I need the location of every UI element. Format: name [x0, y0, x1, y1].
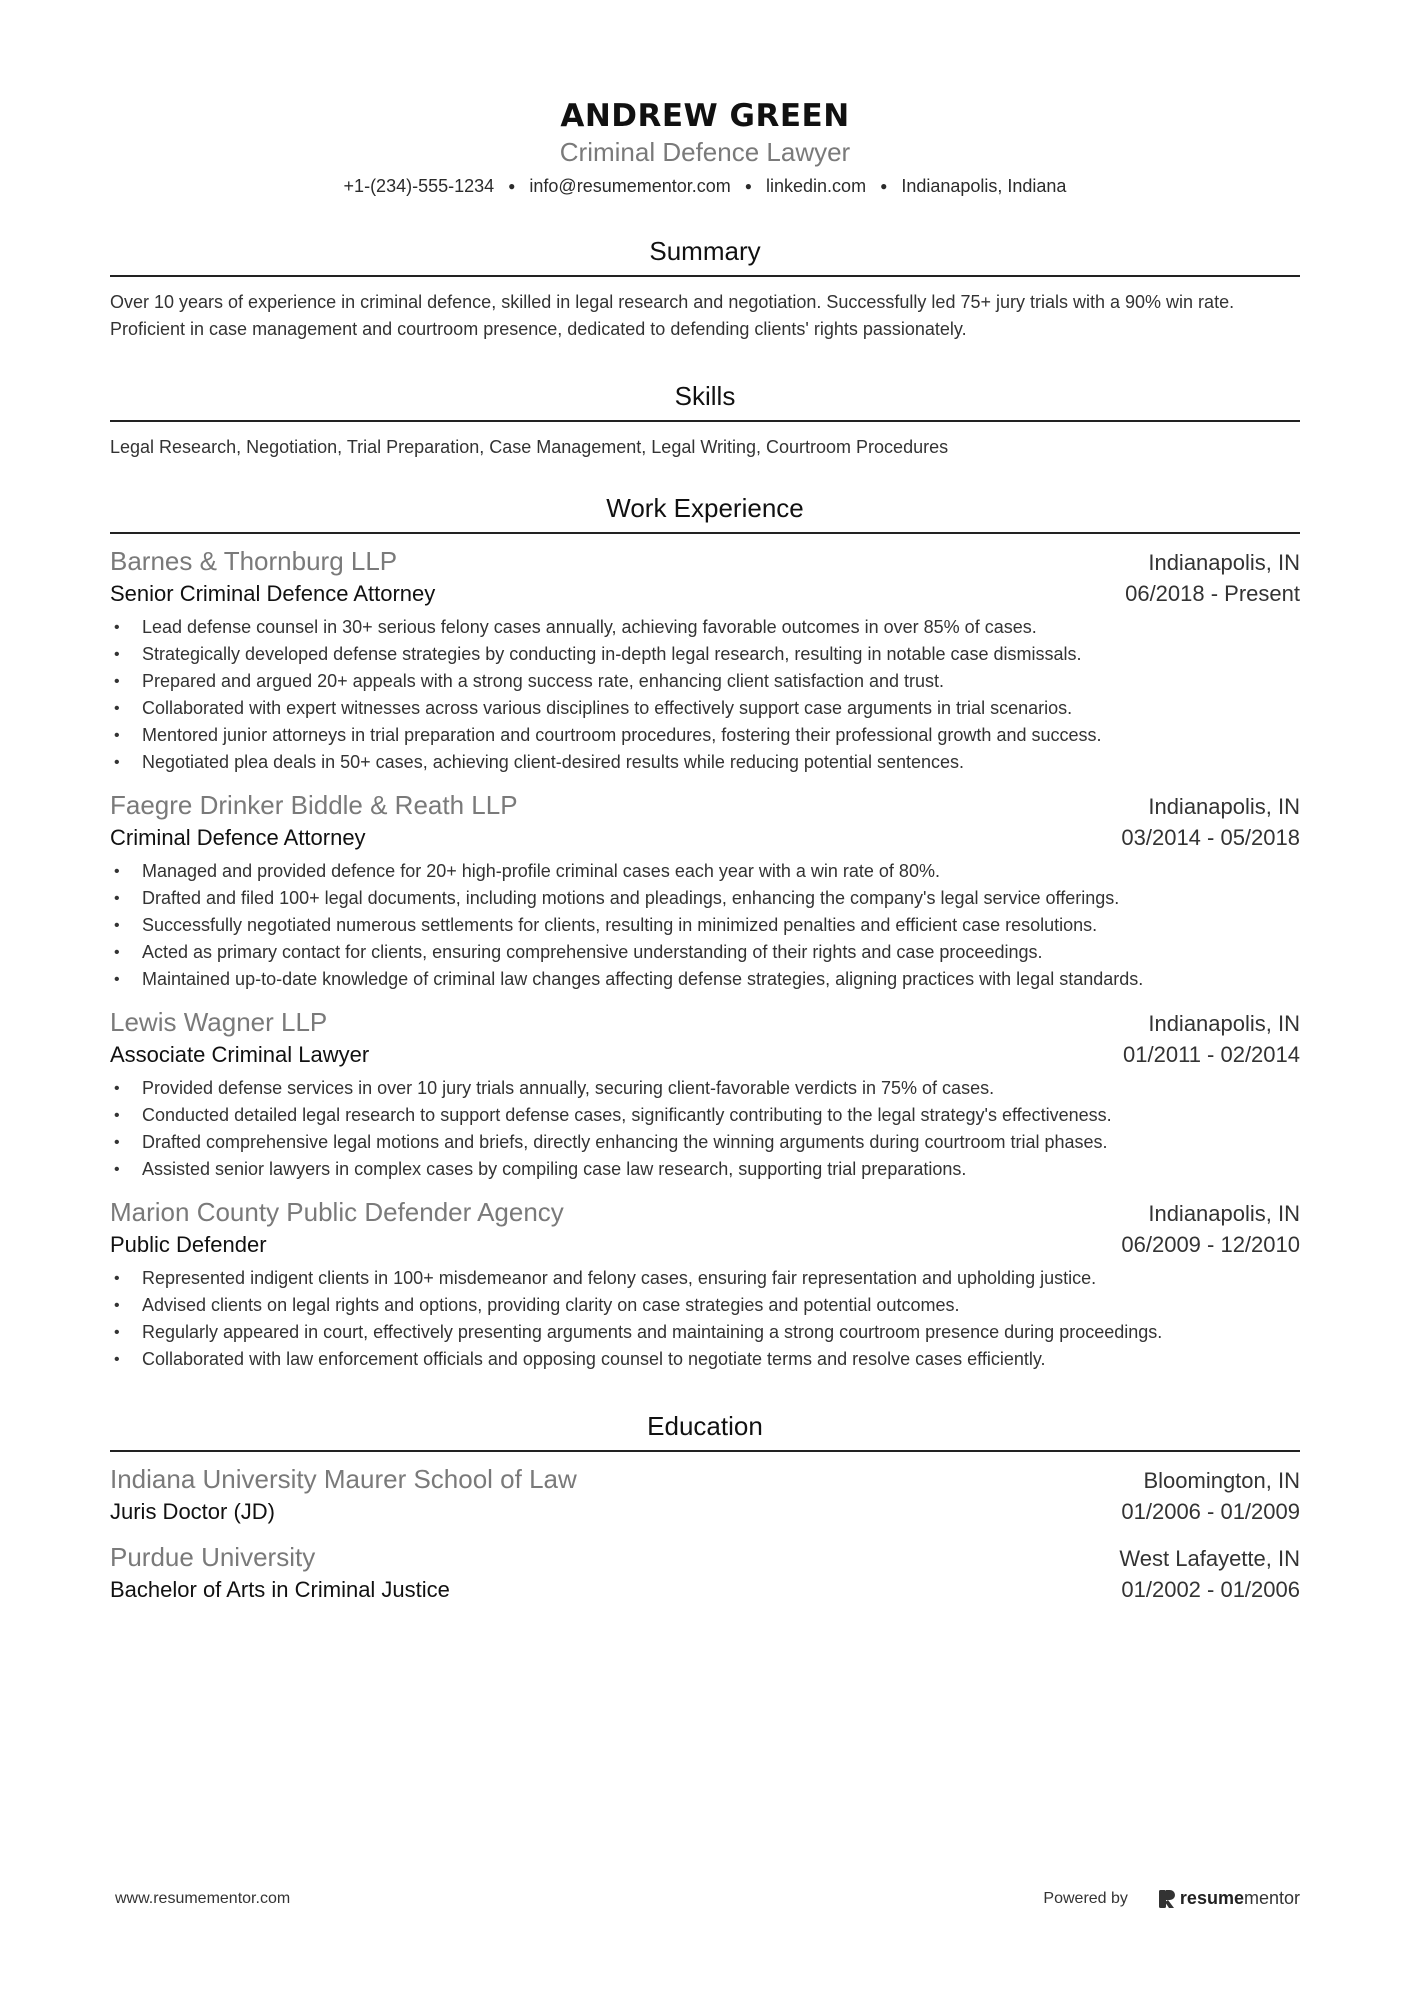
job-company: Barnes & Thornburg LLP	[110, 546, 398, 576]
education-entry	[110, 1540, 1300, 1606]
list-item: • Negotiated plea deals in 50+ cases, achieving client-desired results while reducing potential sentences.	[110, 749, 1300, 776]
list-item: • Drafted comprehensive legal motions and briefs, directly enhancing the winning arguments during courtroom trial phases.	[110, 1129, 1300, 1156]
school-name: Indiana University Maurer School of Law	[110, 1464, 577, 1494]
section-heading-skills: Skills	[110, 379, 1300, 422]
list-item: • Maintained up-to-date knowledge of criminal law changes affecting defense strategies, aligning practices with legal standards.	[110, 966, 1300, 993]
education-dates: 01/2002 - 01/2006	[1121, 1577, 1300, 1602]
skills-section	[110, 379, 1300, 461]
powered-by-label: Powered by	[1043, 1889, 1128, 1907]
degree: Bachelor of Arts in Criminal Justice	[110, 1577, 450, 1602]
job-role: Associate Criminal Lawyer	[110, 1042, 370, 1067]
list-item: • Advised clients on legal rights and options, providing clarity on case strategies and potential outcomes.	[110, 1292, 1300, 1319]
list-item: • Conducted detailed legal research to support defense cases, significantly contributing to the legal strategy's effectiveness.	[110, 1102, 1300, 1129]
education-entry	[110, 1462, 1300, 1528]
job-location: Indianapolis, IN	[1148, 550, 1300, 575]
job-dates: 06/2009 - 12/2010	[1121, 1232, 1300, 1257]
job-entry	[110, 788, 1300, 993]
contact-line	[110, 174, 1300, 198]
job-dates: 03/2014 - 05/2018	[1121, 825, 1300, 850]
job-bullets	[110, 858, 1300, 993]
list-item: • Lead defense counsel in 30+ serious felony cases annually, achieving favorable outcomes in over 85% of cases.	[110, 614, 1300, 641]
list-item: • Regularly appeared in court, effectively presenting arguments and maintaining a strong courtroom presence during proceedings.	[110, 1319, 1300, 1346]
job-bullets	[110, 1265, 1300, 1373]
section-heading-education: Education	[110, 1409, 1300, 1452]
list-item: • Represented indigent clients in 100+ misdemeanor and felony cases, ensuring fair representation and upholding justice.	[110, 1265, 1300, 1292]
education-dates: 01/2006 - 01/2009	[1121, 1499, 1300, 1524]
list-item: • Mentored junior attorneys in trial preparation and courtroom procedures, fostering their professional growth and success.	[110, 722, 1300, 749]
job-bullets	[110, 614, 1300, 776]
job-role: Senior Criminal Defence Attorney	[110, 581, 436, 606]
job-dates: 01/2011 - 02/2014	[1123, 1042, 1300, 1067]
skills-text: Legal Research, Negotiation, Trial Preparation, Case Management, Legal Writing, Courtroom Procedures	[110, 437, 949, 457]
job-entry	[110, 1195, 1300, 1373]
job-company: Marion County Public Defender Agency	[110, 1197, 564, 1227]
contact-linkedin[interactable]: linkedin.com	[766, 176, 867, 196]
separator-dot: ●	[880, 179, 888, 193]
list-item: • Drafted and filed 100+ legal documents, including motions and pleadings, enhancing the company's legal service offerings.	[110, 885, 1300, 912]
job-dates: 06/2018 - Present	[1125, 581, 1300, 606]
list-item: • Collaborated with law enforcement officials and opposing counsel to negotiate terms and resolve cases efficiently.	[110, 1346, 1300, 1373]
job-company: Faegre Drinker Biddle & Reath LLP	[110, 790, 518, 820]
summary-text: Over 10 years of experience in criminal defence, skilled in legal research and negotiation. Successfully led 75+ jury trials with a 90% win rate. Proficient in case management and courtroom presence, dedicated to defending clients' rights passionately.	[110, 292, 1235, 339]
job-bullets	[110, 1075, 1300, 1183]
job-entry	[110, 544, 1300, 776]
list-item: • Strategically developed defense strategies by conducting in-depth legal research, resulting in notable case dismissals.	[110, 641, 1300, 668]
separator-dot: ●	[508, 179, 516, 193]
list-item: • Assisted senior lawyers in complex cases by compiling case law research, supporting trial preparations.	[110, 1156, 1300, 1183]
job-location: Indianapolis, IN	[1148, 794, 1300, 819]
list-item: • Managed and provided defence for 20+ high-profile criminal cases each year with a win rate of 80%.	[110, 858, 1300, 885]
list-item: • Collaborated with expert witnesses across various disciplines to effectively support case arguments in trial scenarios.	[110, 695, 1300, 722]
job-entry	[110, 1005, 1300, 1183]
list-item: • Successfully negotiated numerous settlements for clients, resulting in minimized penalties and efficient case resolutions.	[110, 912, 1300, 939]
school-location: Bloomington, IN	[1143, 1468, 1300, 1493]
degree: Juris Doctor (JD)	[110, 1499, 276, 1524]
resumementor-logo-icon	[1158, 1889, 1176, 1909]
job-location: Indianapolis, IN	[1148, 1201, 1300, 1226]
page-footer	[115, 1888, 1300, 1909]
job-company: Lewis Wagner LLP	[110, 1007, 328, 1037]
list-item: • Provided defense services in over 10 jury trials annually, securing client-favorable verdicts in 75% of cases.	[110, 1075, 1300, 1102]
list-item: • Prepared and argued 20+ appeals with a strong success rate, enhancing client satisfaction and trust.	[110, 668, 1300, 695]
job-role: Public Defender	[110, 1232, 267, 1257]
school-name: Purdue University	[110, 1542, 316, 1572]
candidate-name: ANDREW GREEN	[560, 98, 850, 134]
candidate-title: Criminal Defence Lawyer	[559, 137, 851, 167]
resumementor-logo-text[interactable]: resumementor	[1179, 1888, 1300, 1908]
list-item: • Acted as primary contact for clients, ensuring comprehensive understanding of their rights and case proceedings.	[110, 939, 1300, 966]
contact-phone: +1-(234)-555-1234	[343, 176, 495, 196]
job-role: Criminal Defence Attorney	[110, 825, 366, 850]
powered-by	[1043, 1888, 1300, 1909]
experience-section	[110, 491, 1300, 1373]
job-location: Indianapolis, IN	[1148, 1011, 1300, 1036]
resume-header	[110, 0, 1300, 198]
section-heading-summary: Summary	[110, 234, 1300, 277]
separator-dot: ●	[744, 179, 753, 193]
footer-website-link[interactable]: www.resumementor.com	[115, 1889, 291, 1907]
education-section	[110, 1409, 1300, 1606]
contact-location: Indianapolis, Indiana	[901, 176, 1067, 196]
contact-email[interactable]: info@resumementor.com	[529, 176, 731, 196]
summary-section	[110, 234, 1300, 343]
section-heading-experience: Work Experience	[110, 491, 1300, 534]
school-location: West Lafayette, IN	[1119, 1546, 1300, 1571]
